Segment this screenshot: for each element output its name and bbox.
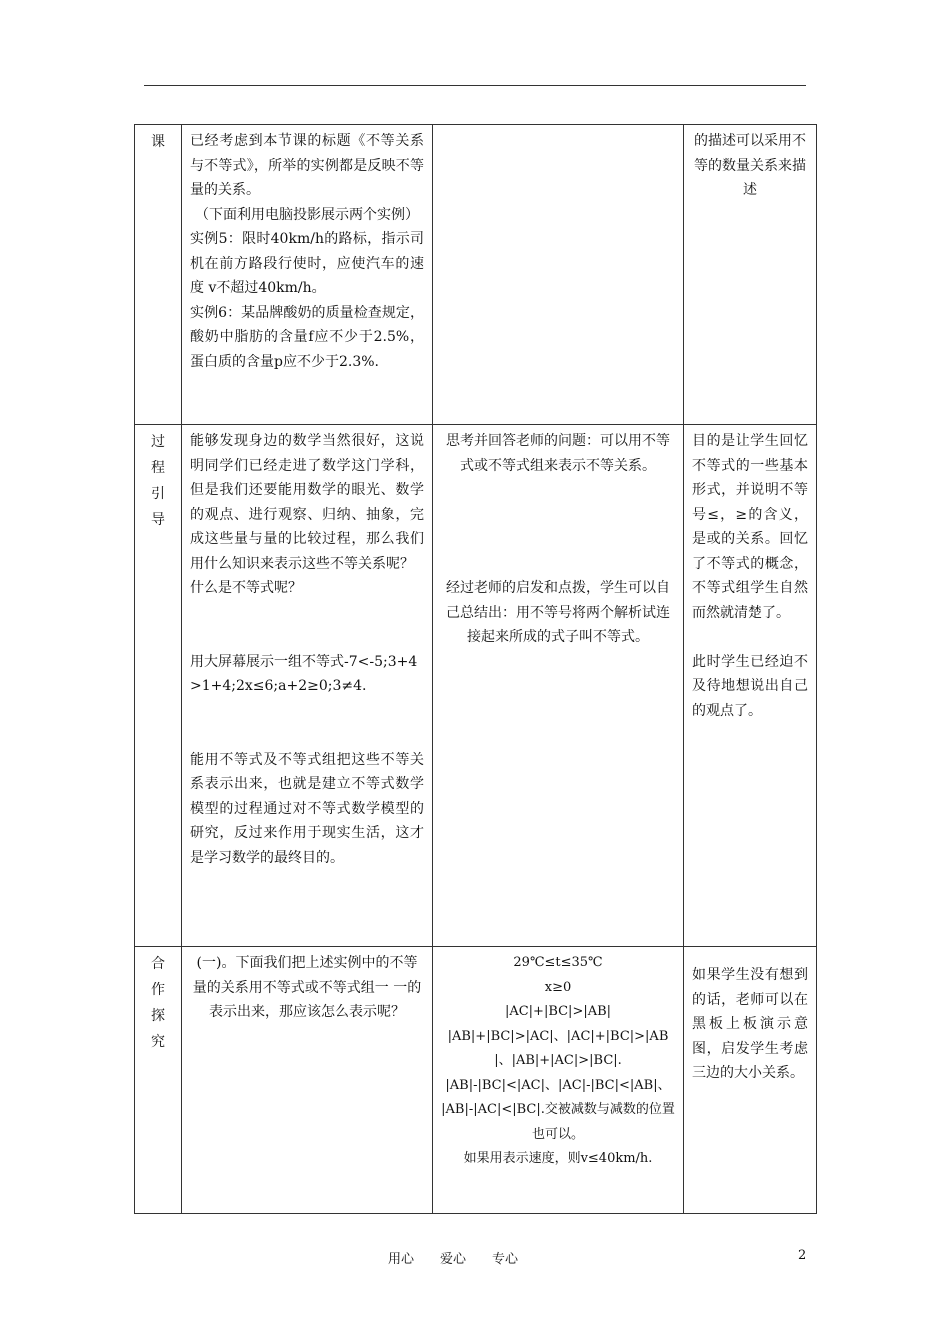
teacher-text: 什么是不等式呢？ bbox=[190, 580, 302, 596]
teacher-text: 用大屏幕展示一组不等式-7<-5;3+4>1+4;2x≤6;a+2≥0;3≠4. bbox=[190, 653, 418, 694]
header-rule bbox=[144, 85, 806, 86]
student-activity-cell bbox=[433, 425, 684, 947]
teacher-text: （下面利用电脑投影展示两个实例） bbox=[195, 206, 419, 223]
teacher-text: 实例5：限时40km/h的路标，指示司机在前方路段行使时，应使汽车的速度 v不超过40km/h。 bbox=[190, 231, 424, 296]
teacher-activity-cell bbox=[182, 425, 433, 947]
intent-text: 如果学生没有想到的话，老师可以在黑板上板演示意图，启发学生考虑三边的大小关系。 bbox=[692, 967, 808, 1081]
stage-cell: 合 作 探 究 bbox=[135, 947, 182, 1214]
teacher-text: 已经考虑到本节课的标题《不等关系与不等式》，所举的实例都是反映不等量的关系。 bbox=[190, 133, 424, 198]
teacher-activity-cell bbox=[182, 125, 433, 425]
table-row bbox=[135, 947, 817, 1214]
student-text: |AB|+|BC|>|AC|、|AC|+|BC|>|AB|、|AB|+|AC|>|BC|. bbox=[447, 1028, 669, 1068]
student-activity-cell bbox=[433, 125, 684, 425]
student-text: 如果用表示速度，则v≤40km/h. bbox=[463, 1151, 653, 1166]
stage-cell: 过 程 引 导 bbox=[135, 425, 182, 947]
student-text: |AC|+|BC|>|AB| bbox=[504, 1004, 612, 1019]
footer-motto: 用心 爱心 专心 bbox=[388, 1252, 519, 1267]
intent-text: 目的是让学生回忆不等式的一些基本形式，并说明不等号≤，≥的含义，是或的关系。回忆了不等式的概念，不等式组学生自然而然就清楚了。 bbox=[692, 433, 808, 621]
design-intent-cell bbox=[684, 947, 817, 1214]
student-text: x≥0 bbox=[544, 979, 572, 995]
teacher-text: 实例6：某品牌酸奶的质量检查规定，酸奶中脂肪的含量f应不少于2.5%，蛋白质的含量p应不少于2.3%. bbox=[190, 304, 424, 370]
teacher-text: (一)。下面我们把上述实例中的不等量的关系用不等式或不等式组一 一的表示出来，那应该怎么表示呢？ bbox=[192, 955, 422, 1020]
student-text: |AB|-|AC|<|BC|.交被减数与减数的位置也可以。 bbox=[441, 1102, 675, 1142]
student-text: 29℃≤t≤35℃ bbox=[513, 955, 603, 970]
table-row bbox=[135, 425, 817, 947]
stage-cell: 课 bbox=[135, 125, 182, 425]
design-intent-cell bbox=[684, 125, 817, 425]
student-text: 经过老师的启发和点拨，学生可以自己总结出：用不等号将两个解析试连接起来所成的式子叫不等式。 bbox=[446, 580, 670, 645]
teacher-text: 能用不等式及不等式组把这些不等关系表示出来，也就是建立不等式数学模型的过程通过对不等式数学模型的研究，反过来作用于现实生活，这才是学习数学的最终目的。 bbox=[190, 751, 424, 866]
teacher-activity-cell bbox=[182, 947, 433, 1214]
intent-text: 的描述可以采用不等的数量关系来描述 bbox=[694, 133, 806, 198]
student-text: |AB|-|BC|<|AC|、|AC|-|BC|<|AB|、 bbox=[445, 1077, 671, 1093]
student-text: 思考并回答老师的问题：可以用不等式或不等式组来表示不等关系。 bbox=[446, 433, 670, 474]
table-row bbox=[135, 125, 817, 425]
intent-text: 此时学生已经迫不及待地想说出自己的观点了。 bbox=[692, 653, 808, 719]
page-number: 2 bbox=[798, 1248, 807, 1263]
lesson-plan-table bbox=[134, 124, 817, 1214]
student-activity-cell bbox=[433, 947, 684, 1214]
teacher-text: 能够发现身边的数学当然很好，这说明同学们已经走进了数学这门学科，但是我们还要能用数学的眼光、数学的观点、进行观察、归纳、抽象，完成这些量与量的比较过程，那么我们用什么知识来表示这些不等关系呢？ bbox=[190, 433, 424, 572]
design-intent-cell bbox=[684, 425, 817, 947]
